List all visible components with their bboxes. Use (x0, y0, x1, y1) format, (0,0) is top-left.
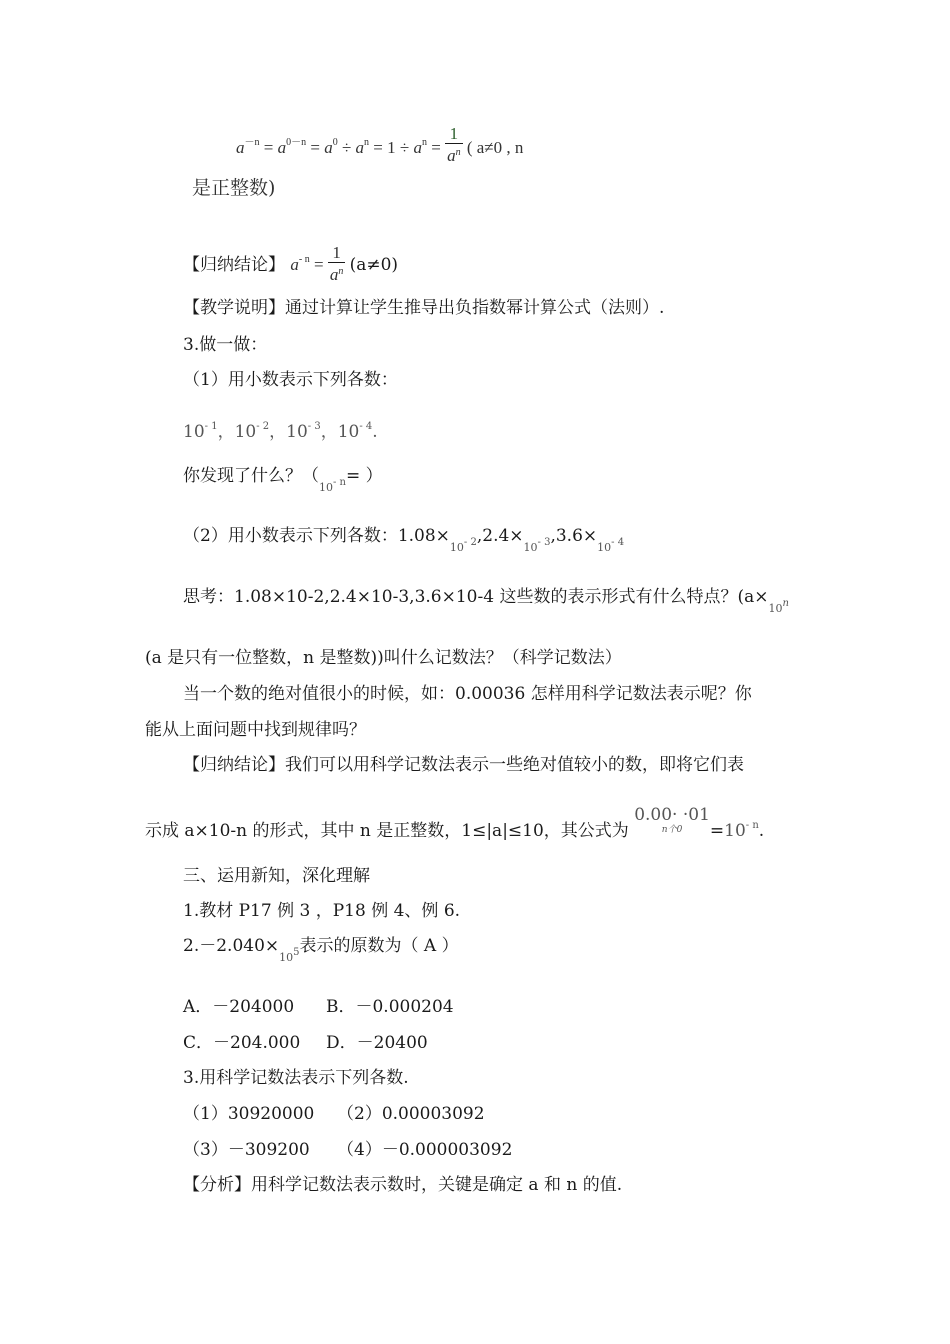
formula-div: ÷ (399, 138, 410, 157)
q2-power-3 (597, 537, 625, 554)
formula-a: a (277, 138, 287, 157)
option-d: D．－20400 (326, 1033, 428, 1053)
formula-exp: －n (244, 137, 260, 148)
q2-exp-3: - 4 (611, 537, 625, 548)
exercise-3-4: （4）－0.000003092 (337, 1140, 513, 1160)
conclusion-2b-end: . (758, 821, 765, 841)
power-sep: ， (320, 422, 338, 442)
think-question-2: (a 是只有一位整数，n 是整数))叫什么记数法？（科学记数法） (145, 648, 622, 668)
formula-condition-tail: 是正整数) (192, 177, 276, 199)
think-question (183, 585, 789, 621)
teaching-note: 【教学说明】通过计算让学生推导出负指数幂计算公式（法则）. (183, 298, 665, 318)
think-power (768, 598, 789, 615)
exercise-3-1: （1）30920000 (183, 1104, 315, 1124)
option-a: A．－204000 (183, 997, 295, 1017)
think-base: 10 (768, 602, 783, 615)
conclusion-2b-base: 10 (724, 821, 746, 841)
fraction-den-exp: n (455, 147, 461, 159)
conclusion-2b-eq: = (709, 821, 725, 841)
formula-eq: = (310, 138, 320, 157)
formula-div: ÷ (341, 138, 352, 157)
found-base-num: 10 (319, 481, 333, 494)
conclusion-formula (290, 243, 349, 284)
formula-a: a (236, 138, 245, 157)
q2-exp-1: - 2 (463, 537, 477, 548)
conclusion-numerator: 1 (332, 243, 341, 262)
option-c: C．－204.000 (183, 1033, 301, 1053)
paragraph-1a: 当一个数的绝对值很小的时候，如：0.00036 怎样用科学记数法表示呢？你 (183, 684, 752, 704)
powers-list (183, 415, 378, 444)
formula-fraction (445, 125, 463, 165)
fraction-den-a: a (447, 146, 456, 166)
conclusion-2b-exp: - n (745, 820, 759, 831)
ex2-base: 10 (279, 951, 294, 964)
q2-exp-2: - 3 (537, 537, 551, 548)
formula-negative-exponent (236, 126, 523, 170)
exercise-3-3: （3）－309200 (183, 1140, 310, 1160)
q2-text: （2）用小数表示下列各数：1.08× (183, 526, 450, 546)
conclusion-negative-exponent (183, 243, 399, 286)
power-sep: ， (269, 422, 287, 442)
ex2-power (279, 947, 300, 964)
conclusion-a: a (290, 254, 299, 274)
ex2-tail: 表示的原数为（ A ） (299, 936, 459, 956)
zeros-top: 0.00· ·01 (634, 805, 710, 825)
question-1: （1）用小数表示下列各数： (183, 370, 398, 390)
question-2 (183, 524, 624, 560)
zeros-underbrace: n个0 (661, 825, 683, 835)
conclusion-den-a: a (329, 265, 339, 284)
power-base: 10 (234, 422, 257, 442)
found-exp: - n (333, 477, 346, 488)
conclusion-2b-formula (634, 806, 710, 836)
power-exp: - 3 (307, 421, 321, 432)
conclusion-den-exp: n (338, 266, 344, 277)
formula-exp: n (364, 137, 370, 148)
formula-a: a (413, 138, 422, 157)
step3-title: 3.做一做： (183, 335, 268, 355)
ex2-text: 2.－2.040× (183, 936, 280, 956)
fraction-numerator: 1 (449, 124, 459, 144)
q2-text-3: ,3.6× (550, 526, 598, 546)
fraction-denominator (445, 143, 463, 165)
q2-power-2 (523, 537, 551, 554)
found-tail: = ） (346, 466, 383, 486)
think-text: 思考：1.08×10-2,2.4×10-3,3.6×10-4 这些数的表示形式有什么特点？(a× (183, 587, 769, 607)
conclusion-2b (145, 805, 765, 844)
exercise-3-2: （2）0.00003092 (337, 1104, 485, 1124)
q2-base-3: 10 (597, 541, 612, 554)
power-exp: - 1 (204, 421, 218, 432)
q2-text-2: ,2.4× (476, 526, 524, 546)
think-exp: n (782, 598, 789, 609)
conclusion-2b-text: 示成 a×10-n 的形式，其中 n 是正整数，1≤|a|≤10，其公式为 (145, 821, 629, 841)
power-exp: - 4 (359, 421, 373, 432)
power-base: 10 (183, 422, 205, 442)
conclusion-2b-power (724, 821, 759, 841)
analysis-note: 【分析】用科学记数法表示数时，关键是确定 a 和 n 的值. (183, 1175, 623, 1195)
conclusion-eq: = (314, 254, 324, 274)
formula-condition: ( a≠0 , n (466, 138, 524, 157)
formula-one: 1 (387, 138, 396, 157)
option-b: B．－0.000204 (326, 997, 454, 1017)
conclusion-label: 【归纳结论】 (183, 254, 285, 275)
power-base: 10 (286, 422, 308, 442)
power-sep: ， (217, 422, 235, 442)
ex2-exp: 5 (293, 947, 300, 958)
paragraph-1b: 能从上面问题中找到规律吗？ (145, 720, 366, 740)
formula-a: a (324, 138, 333, 157)
found-base (319, 477, 346, 494)
exercise-2 (183, 934, 459, 970)
formula-exp: 0－n (286, 137, 307, 148)
conclusion-2a: 【归纳结论】我们可以用科学记数法表示一些绝对值较小的数，即将它们表 (183, 755, 744, 775)
formula-eq: = (263, 138, 274, 157)
formula-exp: n (421, 137, 427, 148)
section-3-title: 三、运用新知，深化理解 (183, 866, 370, 886)
conclusion-condition: (a≠0) (349, 254, 399, 275)
formula-exp: 0 (332, 137, 338, 148)
found-question (183, 464, 383, 500)
exercise-1: 1.教材 P17 例 3 ，P18 例 4、例 6. (183, 901, 461, 921)
q2-base-1: 10 (449, 541, 464, 554)
power-exp: - 2 (256, 421, 270, 432)
formula-eq: = (373, 138, 383, 157)
conclusion-fraction (328, 244, 346, 284)
power-end: . (372, 422, 378, 442)
exercise-3: 3.用科学记数法表示下列各数. (183, 1068, 409, 1088)
power-base: 10 (337, 422, 360, 442)
q2-power-1 (449, 537, 477, 554)
found-text: 你发现了什么？（ (183, 466, 319, 486)
conclusion-denominator (328, 262, 346, 284)
formula-eq: = (431, 138, 441, 157)
q2-base-2: 10 (523, 541, 538, 554)
conclusion-exp: - n (298, 253, 310, 265)
formula-a: a (355, 138, 365, 157)
